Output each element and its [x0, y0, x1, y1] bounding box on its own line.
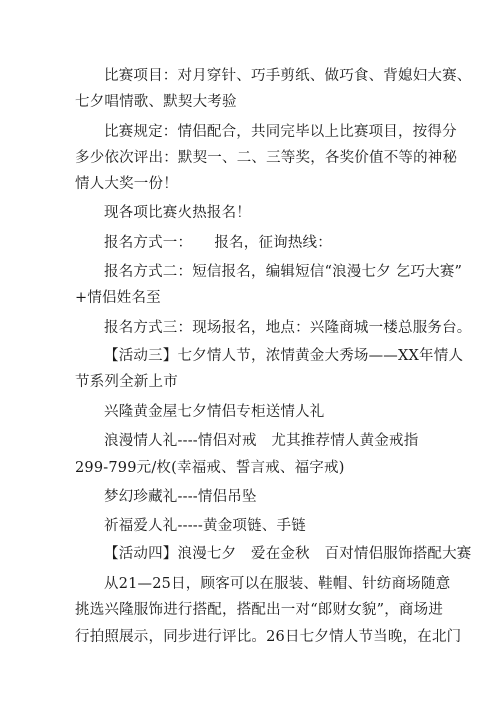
- text-line: 比赛规定：情侣配合，共同完毕以上比赛项目，按得分: [104, 124, 457, 140]
- text-line: 多少依次评出：默契一、二、三等奖，各奖价值不等的神秘: [75, 150, 458, 166]
- text-line: 【活动四】浪漫七夕 爱在金秋 百对情侣服饰搭配大赛: [104, 546, 472, 562]
- text-line: 报名方式二：短信报名，编辑短信“浪漫七夕 乞巧大赛”: [104, 264, 463, 280]
- text-line: 【活动三】七夕情人节，浓情黄金大秀场——XX年情人: [104, 348, 464, 364]
- text-line: 七夕唱情歌、默契大考验: [75, 94, 237, 110]
- text-line: 从21—25日，顾客可以在服装、鞋帽、针纺商场随意: [104, 576, 451, 592]
- text-line: 挑选兴隆服饰进行搭配，搭配出一对“郎财女貌”，商场进: [75, 602, 444, 618]
- text-line: 梦幻珍藏礼----情侣吊坠: [104, 489, 257, 505]
- text-line: 报名方式一： 报名，征询热线：: [104, 235, 332, 251]
- text-line: 299-799元/枚(幸福戒、誓言戒、福字戒): [75, 460, 345, 476]
- text-line: 情人大奖一份！: [75, 176, 178, 192]
- text-line: 报名方式三：现场报名，地点：兴隆商城一楼总服务台。: [104, 320, 472, 336]
- text-line: 现各项比赛火热报名！: [104, 205, 251, 221]
- text-line: 浪漫情人礼----情侣对戒 尤其推荐情人黄金戒指: [104, 433, 419, 449]
- text-line: 节系列全新上市: [75, 374, 178, 390]
- text-line: 兴隆黄金屋七夕情侣专柜送情人礼: [104, 404, 325, 420]
- text-line: +情侣姓名至: [75, 290, 161, 306]
- text-line: 行拍照展示，同步进行评比。26日七夕情人节当晚，在北门: [75, 629, 462, 645]
- text-line: 比赛项目：对月穿针、巧手剪纸、做巧食、背媳妇大赛、: [104, 68, 472, 84]
- text-line: 祈福爱人礼-----黄金项链、手链: [104, 518, 306, 534]
